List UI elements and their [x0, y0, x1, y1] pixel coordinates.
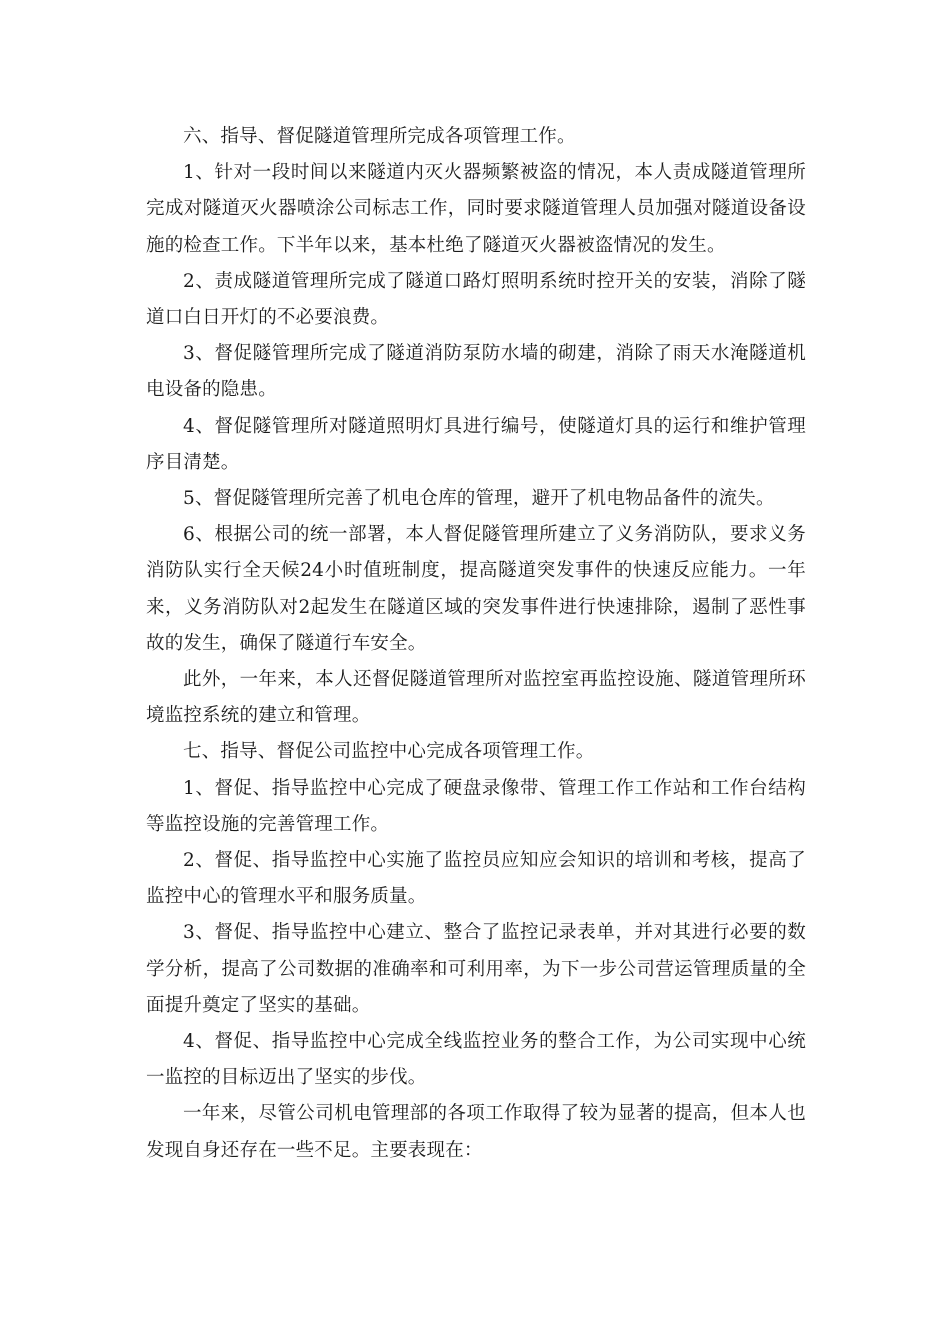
paragraph: 1、针对一段时间以来隧道内灭火器频繁被盗的情况，本人责成隧道管理所完成对隧道灭火器喷涂公司标志工作，同时要求隧道管理人员加强对隧道设备设施的检查工作。下半年以来，基本杜绝了隧道灭火器被盗情况的发生。: [146, 162, 806, 256]
document-body: [146, 119, 806, 1169]
paragraph: 4、督促隧管理所对隧道照明灯具进行编号，使隧道灯具的运行和维护管理序目清楚。: [146, 415, 806, 473]
paragraph: 3、督促、指导监控中心建立、整合了监控记录表单，并对其进行必要的数学分析，提高了公司数据的准确率和可利用率，为下一步公司营运管理质量的全面提升奠定了坚实的基础。: [146, 922, 806, 1016]
paragraph: 1、督促、指导监控中心完成了硬盘录像带、管理工作工作站和工作台结构等监控设施的完善管理工作。: [146, 777, 806, 835]
paragraph: 2、责成隧道管理所完成了隧道口路灯照明系统时控开关的安装，消除了隧道口白日开灯的不必要浪费。: [146, 270, 806, 329]
paragraph: 5、督促隧管理所完善了机电仓库的管理，避开了机电物品备件的流失。: [183, 488, 775, 510]
paragraph: 3、督促隧管理所完成了隧道消防泵防水墙的砌建，消除了雨天水淹隧道机电设备的隐患。: [146, 343, 806, 401]
paragraph: 2、督促、指导监控中心实施了监控员应知应会知识的培训和考核，提高了监控中心的管理水平和服务质量。: [146, 850, 806, 908]
paragraph: 此外，一年来，本人还督促隧道管理所对监控室再监控设施、隧道管理所环境监控系统的建立和管理。: [146, 669, 806, 727]
section-heading-6: 六、指导、督促隧道管理所完成各项管理工作。: [183, 126, 576, 147]
paragraph: 6、根据公司的统一部署，本人督促隧管理所建立了义务消防队，要求义务消防队实行全天候24小时值班制度，提高隧道突发事件的快速反应能力。一年来，义务消防队对2起发生在隧道区域的突发事件进行快速排除，遏制了恶性事故的发生，确保了隧道行车安全。: [146, 524, 806, 654]
section-heading-7: 七、指导、督促公司监控中心完成各项管理工作。: [183, 741, 595, 763]
paragraph: 一年来，尽管公司机电管理部的各项工作取得了较为显著的提高，但本人也发现自身还存在一些不足。主要表现在：: [146, 1103, 806, 1161]
paragraph: 4、督促、指导监控中心完成全线监控业务的整合工作，为公司实现中心统一监控的目标迈出了坚实的步伐。: [146, 1031, 806, 1089]
